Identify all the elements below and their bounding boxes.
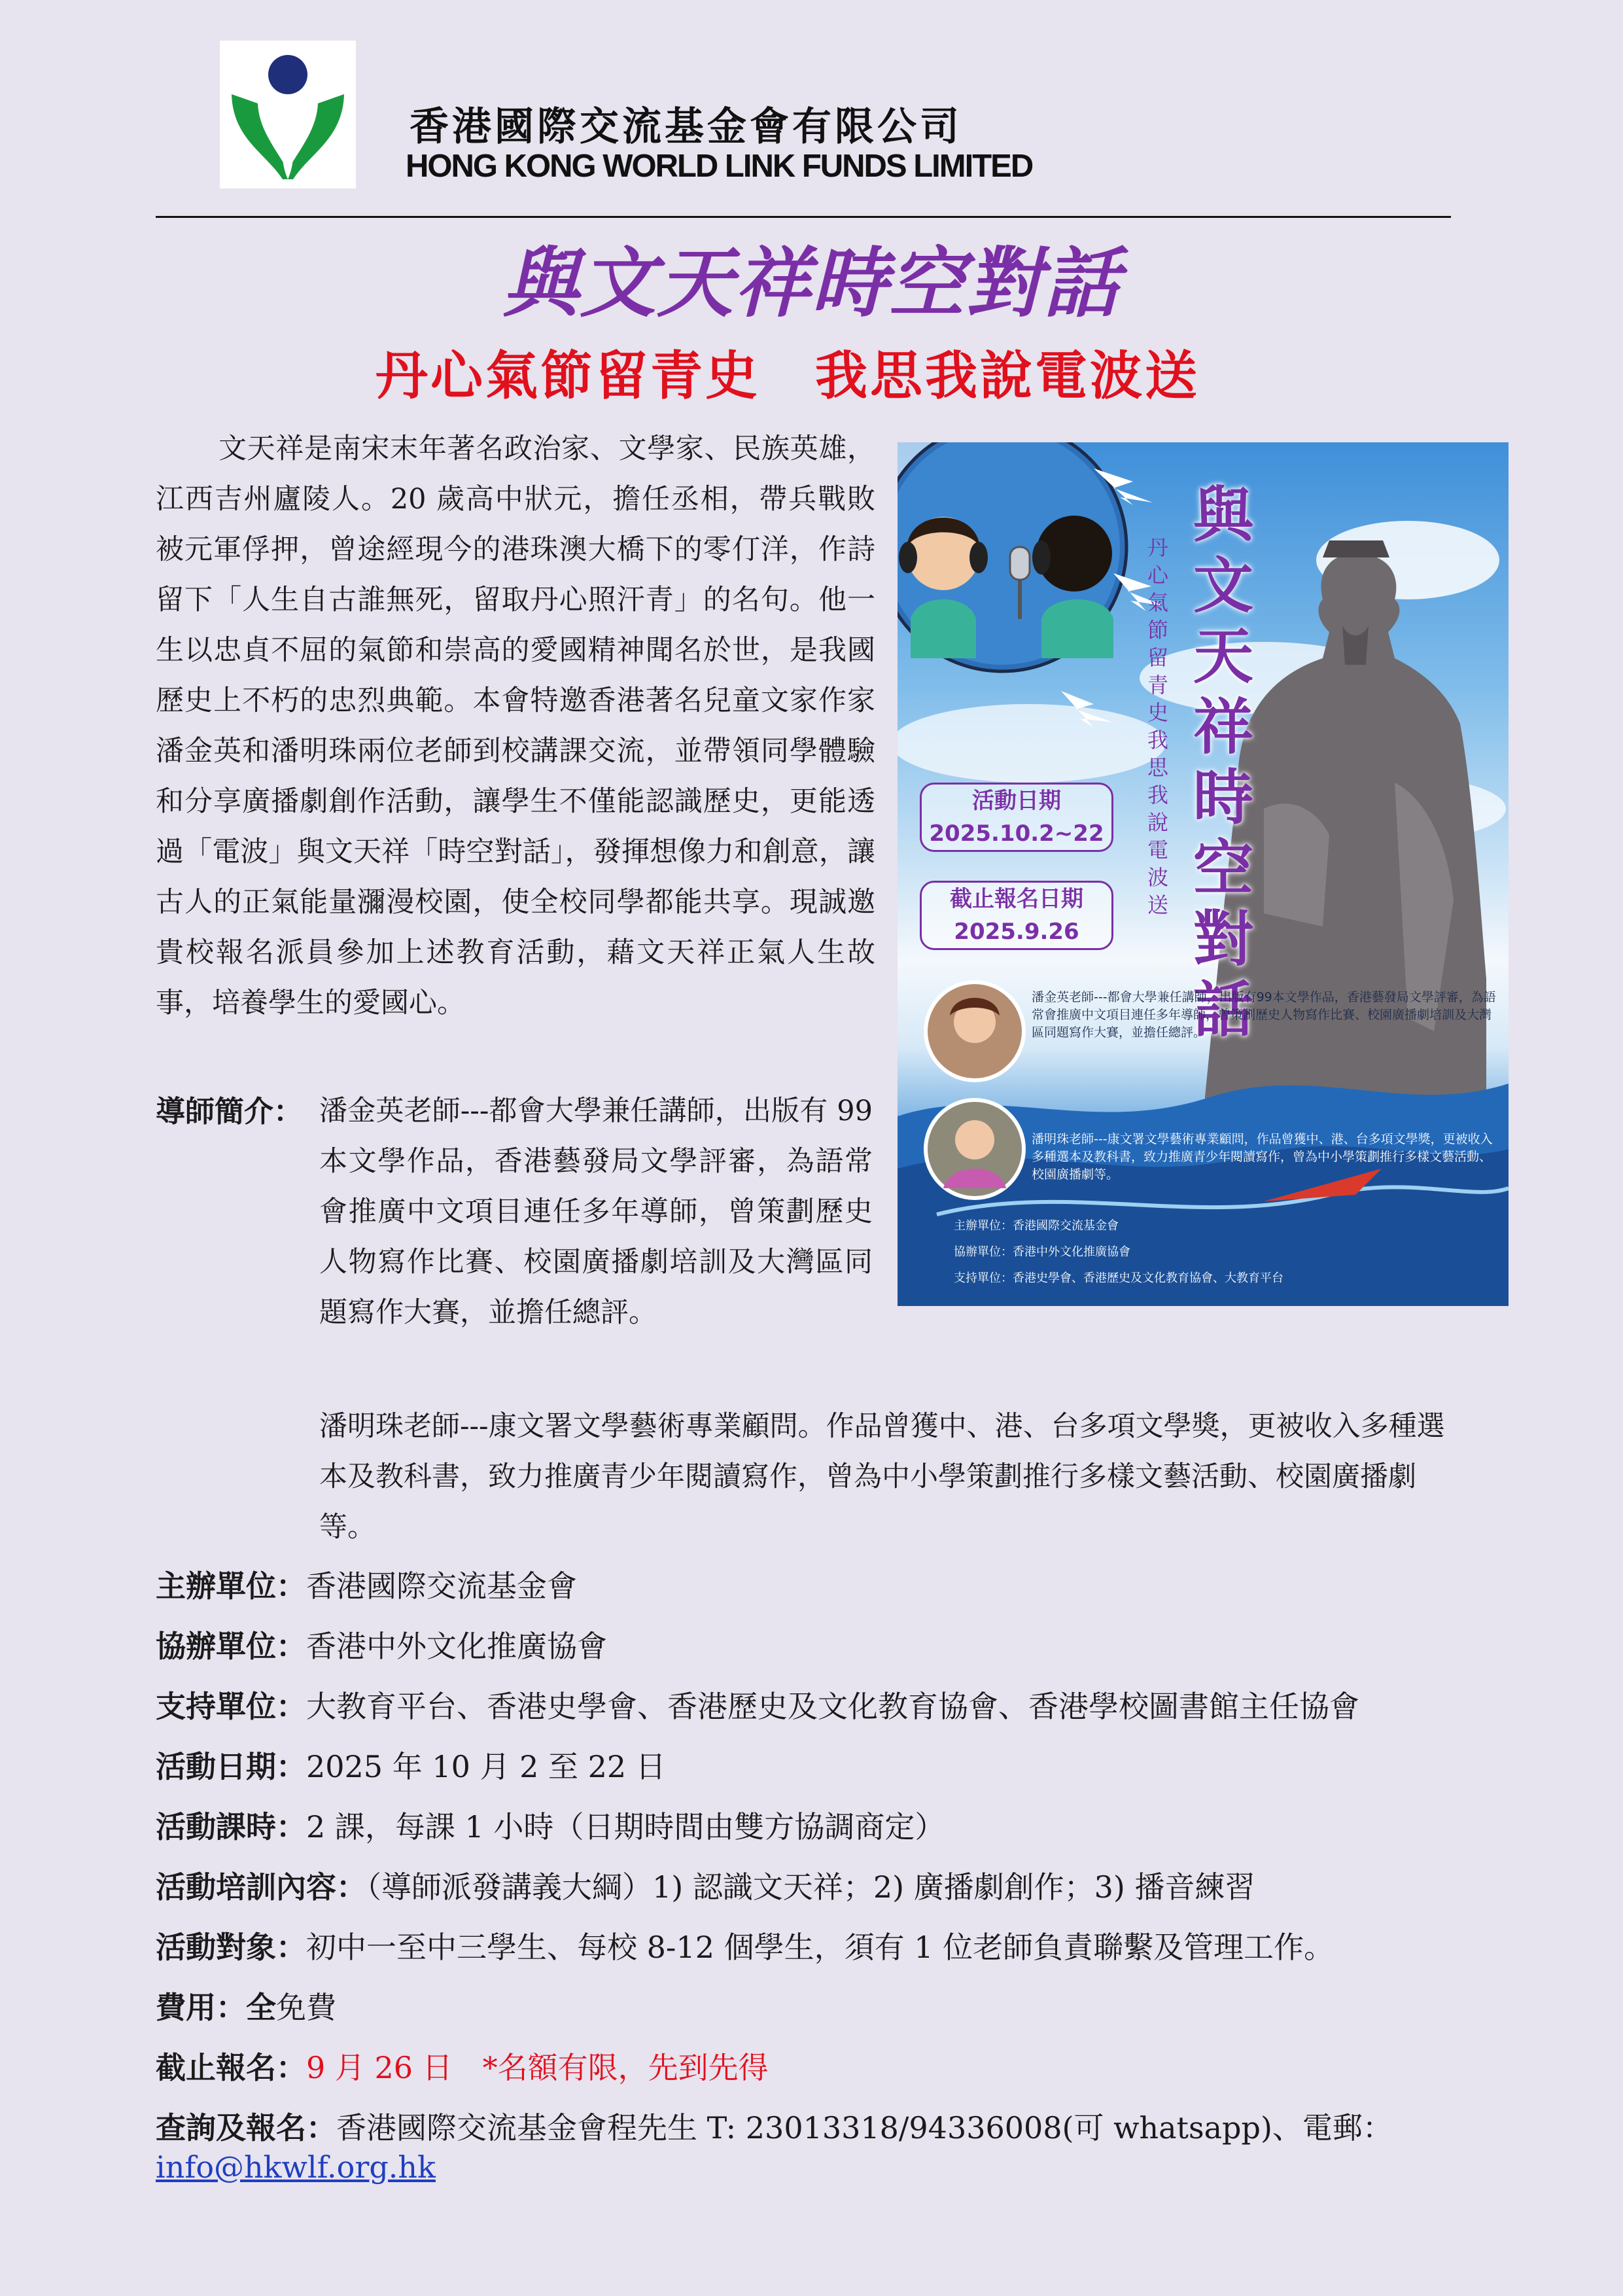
organizer-row bbox=[156, 1566, 1464, 1627]
poster-tutor1-bio: 潘金英老師---都會大學兼任講師，出版有99本文學作品，香港藝發局文學評審，為語常會推廣中文項目連任多年導師，曾策劃歷史人物寫作比賽、校園廣播劇培訓及大灣區同題寫作大賽，並擔任總評。 bbox=[1032, 990, 1496, 1040]
fee-label: 費用： bbox=[156, 1990, 246, 2025]
co-organizer-row bbox=[156, 1627, 1464, 1687]
hours-row bbox=[156, 1807, 1464, 1867]
tutor1-bio: 潘金英老師---都會大學兼任講師，出版有 99 本文學作品，香港藝發局文學評審，為語常會推廣中文項目連任多年導師，曾策劃歷史人物寫作比賽、校園廣播劇培訓及大灣區同題寫作大賽，並擔任總評。 bbox=[319, 1095, 873, 1329]
organization-logo bbox=[220, 41, 356, 188]
poster-organizer: 主辦單位：香港國際交流基金會 bbox=[954, 1219, 1119, 1233]
deadline-row bbox=[156, 2048, 1464, 2108]
tutor-intro-label: 導師簡介： bbox=[156, 1094, 304, 1129]
date-label: 活動日期： bbox=[156, 1749, 306, 1784]
hkwlf-logo-icon bbox=[220, 41, 356, 188]
supporters-value: 大教育平台、香港史學會、香港歷史及文化教育協會、香港學校圖書館主任協會 bbox=[306, 1689, 1359, 1724]
email-link[interactable]: info@hkwlf.org.hk bbox=[156, 2149, 436, 2185]
target-row bbox=[156, 1928, 1464, 1988]
intro-text: 文天祥是南宋末年著名政治家、文學家、民族英雄，江西吉州廬陵人。20 歲高中狀元，擔任丞相，帶兵戰敗被元軍俘押，曾途經現今的港珠澳大橋下的零仃洋，作詩留下「人生自古誰無死，留取丹心照汗青」的名句。他一生以忠貞不屈的氣節和崇高的愛國精神聞名於世，是我國歷史上不朽的忠烈典範。本會特邀香港著名兒童文家作家潘金英和潘明珠兩位老師到校講課交流，並帶領同學體驗和分享廣播劇創作活動，讓學生不僅能認識歷史，更能透過「電波」與文天祥「時空對話」，發揮想像力和創意，讓古人的正氣能量瀰漫校園，使全校同學都能共享。現誠邀 貴校報名派員參加上述教育活動，藉文天祥正氣人生故事，培養學生的愛國心。 bbox=[156, 433, 875, 1019]
date-value: 2025 年 10 月 2 至 22 日 bbox=[306, 1749, 666, 1784]
supporters-label: 支持單位： bbox=[156, 1689, 306, 1724]
intro-paragraph bbox=[156, 424, 875, 1029]
deadline-label: 截止報名： bbox=[156, 2050, 306, 2085]
poster-co-organizer: 協辦單位：香港中外文化推廣協會 bbox=[954, 1245, 1130, 1259]
content-row bbox=[156, 1867, 1464, 1928]
hours-value: 2 課，每課 1 小時（日期時間由雙方協調商定） bbox=[306, 1809, 945, 1845]
organizer-value: 香港國際交流基金會 bbox=[306, 1568, 577, 1604]
date-row bbox=[156, 1747, 1464, 1807]
poster-deadline-badge bbox=[920, 881, 1113, 950]
content-value: （導師派發講義大綱）1) 認識文天祥；2) 廣播劇創作；3) 播音練習 bbox=[366, 1869, 1255, 1905]
event-details bbox=[156, 1566, 1464, 2187]
co-organizer-value: 香港中外文化推廣協會 bbox=[306, 1629, 607, 1664]
page-title: 與文天祥時空對話 bbox=[502, 239, 1121, 328]
fee-value: 免費 bbox=[276, 1990, 336, 2025]
poster-deadline-value: 2025.9.26 bbox=[954, 919, 1079, 945]
fee-row bbox=[156, 1988, 1464, 2048]
event-poster bbox=[898, 442, 1509, 1306]
fee-bold: 全 bbox=[246, 1990, 276, 2025]
organizer-label: 主辦單位： bbox=[156, 1568, 306, 1604]
poster-date-label: 活動日期 bbox=[972, 788, 1061, 814]
supporters-row bbox=[156, 1687, 1464, 1747]
org-name-en: HONG KONG WORLD LINK FUNDS LIMITED bbox=[406, 149, 1033, 184]
target-label: 活動對象： bbox=[156, 1930, 306, 1965]
hours-label: 活動課時： bbox=[156, 1809, 306, 1845]
deadline-value: 9 月 26 日 *名額有限，先到先得 bbox=[306, 2050, 769, 2085]
co-organizer-label: 協辦單位： bbox=[156, 1629, 306, 1664]
poster-date-badge bbox=[920, 783, 1113, 852]
poster-date-value: 2025.10.2~22 bbox=[929, 821, 1104, 847]
enquiry-row bbox=[156, 2108, 1464, 2187]
poster-tutor2-bio: 潘明珠老師---康文署文學藝術專業顧問，作品曾獲中、港、台多項文學獎，更被收入多種選本及教科書，致力推廣青少年閱讀寫作，曾為中小學策劃推行多樣文藝活動、校園廣播劇等。 bbox=[1032, 1132, 1493, 1182]
poster-supporters: 支持單位：香港史學會、香港歷史及文化教育協會、大教育平台 bbox=[954, 1271, 1283, 1285]
target-value: 初中一至中三學生、每校 8-12 個學生，須有 1 位老師負責聯繫及管理工作。 bbox=[306, 1930, 1335, 1965]
enquiry-value: 香港國際交流基金會程先生 T: 23013318/94336008(可 whatsapp)、電郵： bbox=[336, 2110, 1393, 2146]
tutor2-bio: 潘明珠老師---康文署文學藝術專業顧問。作品曾獲中、港、台多項文學獎，更被收入多種選本及教科書，致力推廣青少年閱讀寫作，曾為中小學策劃推行多樣文藝活動、校園廣播劇等。 bbox=[319, 1410, 1445, 1544]
page-subtitle: 丹心氣節留青史 我思我說電波送 bbox=[375, 345, 1200, 406]
content-label: 活動培訓內容： bbox=[156, 1869, 366, 1905]
header-divider bbox=[156, 216, 1451, 218]
poster-subtitle: 丹心氣節留青史 我思我說電波送 bbox=[1147, 535, 1190, 917]
org-name-cn: 香港國際交流基金會有限公司 bbox=[410, 104, 962, 150]
poster-deadline-label: 截止報名日期 bbox=[950, 886, 1083, 912]
enquiry-label: 查詢及報名： bbox=[156, 2110, 336, 2146]
poster-title: 與文天祥時空對話 bbox=[1193, 480, 1253, 1045]
